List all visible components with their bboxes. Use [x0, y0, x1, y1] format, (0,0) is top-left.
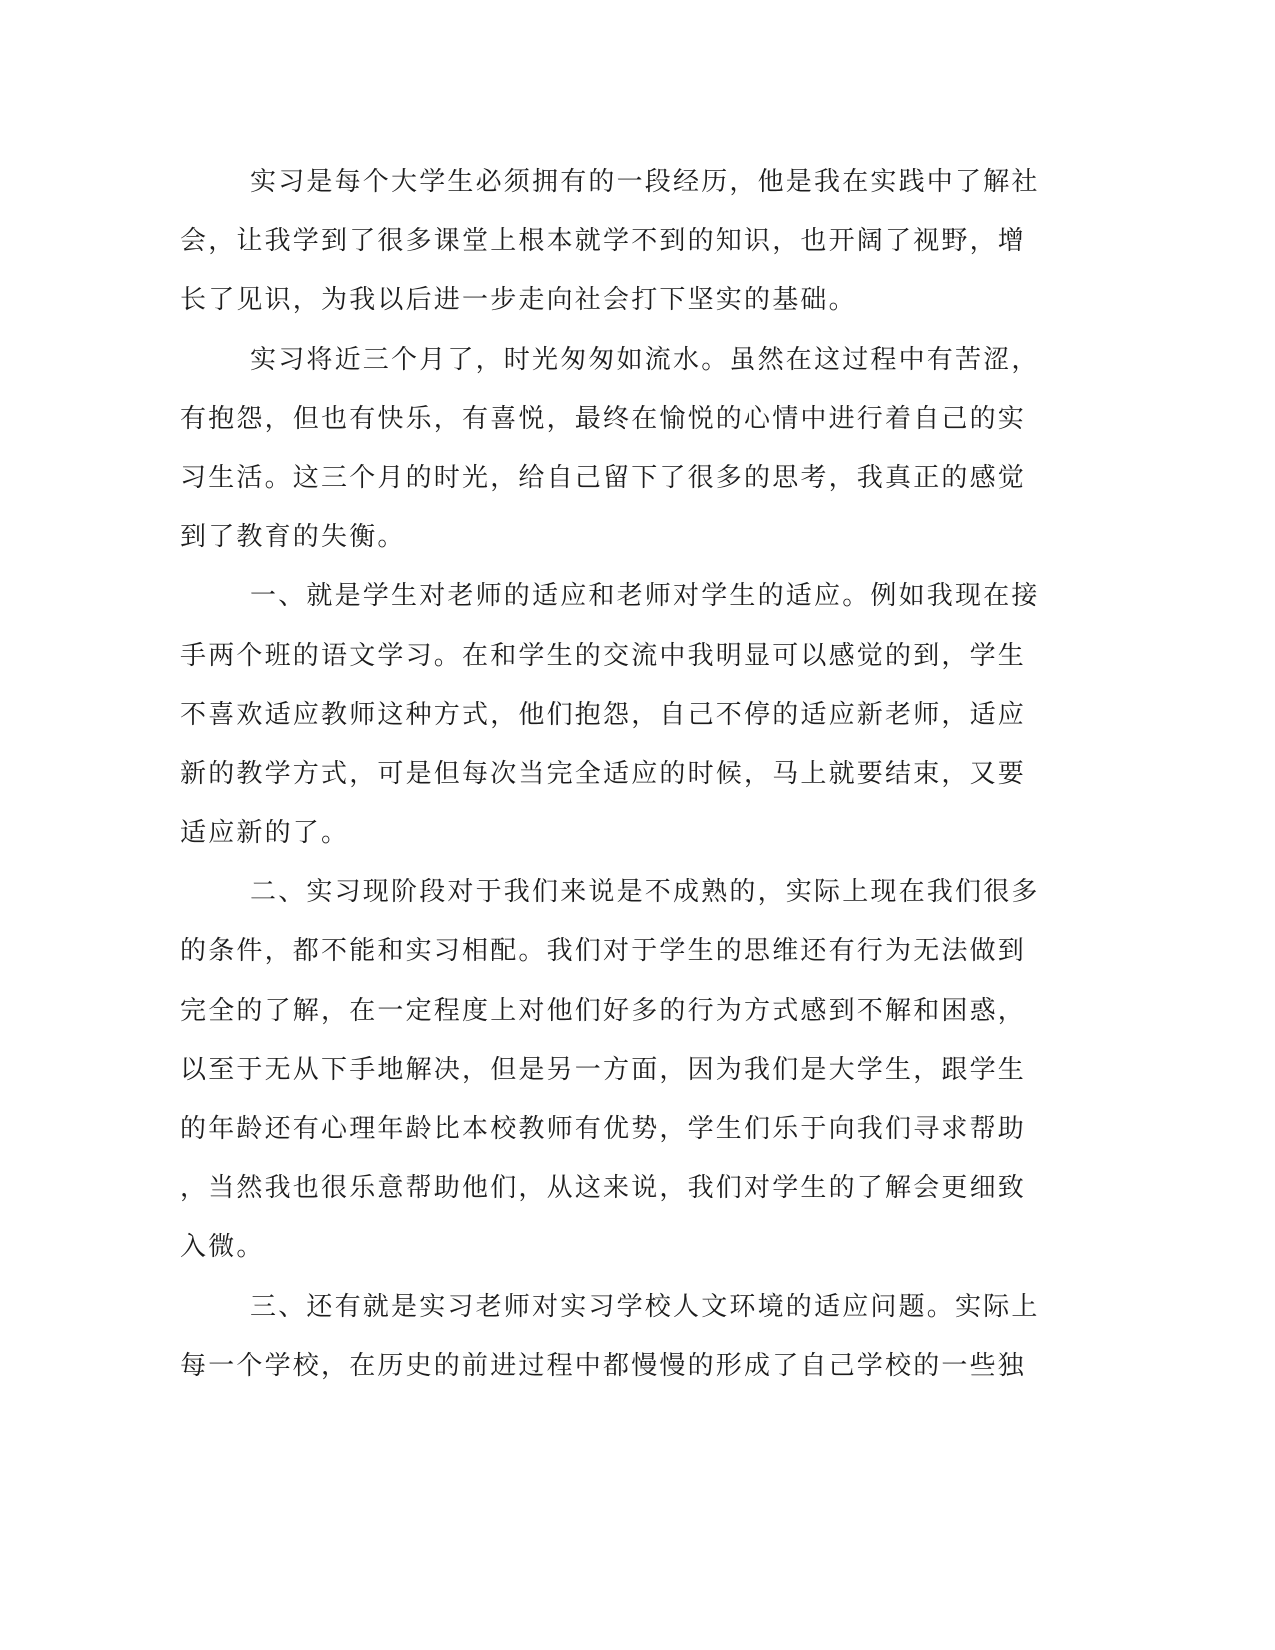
paragraph-line: 实习将近三个月了，时光匆匆如流水。虽然在这过程中有苦涩， [250, 344, 1040, 375]
paragraph-line: 适应新的了。 [180, 818, 350, 849]
paragraph-line: 三、还有就是实习老师对实习学校人文环境的适应问题。实际上 [250, 1291, 1040, 1322]
paragraph-line: 每一个学校，在历史的前进过程中都慢慢的形成了自己学校的一些独 [180, 1350, 1027, 1381]
paragraph-2 [180, 331, 1040, 568]
paragraph-line: 新的教学方式，可是但每次当完全适应的时候，马上就要结束，又要 [180, 758, 1027, 789]
paragraph-line: 实习是每个大学生必须拥有的一段经历，他是我在实践中了解社 [250, 167, 1040, 197]
paragraph-line: 的条件，都不能和实习相配。我们对于学生的思维还有行为无法做到 [180, 936, 1027, 967]
paragraph-line: 有抱怨，但也有快乐，有喜悦，最终在愉悦的心情中进行着自己的实 [180, 403, 1027, 434]
paragraph-line: 以至于无从下手地解决，但是另一方面，因为我们是大学生，跟学生 [180, 1054, 1027, 1085]
paragraph-line: 到了教育的失衡。 [180, 522, 406, 553]
paragraph-3 [180, 567, 1040, 863]
paragraph-line: 习生活。这三个月的时光，给自己留下了很多的思考，我真正的感觉 [180, 462, 1027, 493]
paragraph-line: 手两个班的语文学习。在和学生的交流中我明显可以感觉的到，学生 [180, 640, 1027, 671]
paragraph-5 [180, 1278, 1040, 1396]
paragraph-1 [180, 153, 1040, 331]
paragraph-line: 一、就是学生对老师的适应和老师对学生的适应。例如我现在接 [250, 581, 1040, 612]
paragraph-line: 完全的了解，在一定程度上对他们好多的行为方式感到不解和困惑， [180, 995, 1027, 1026]
document-body [180, 153, 1040, 1396]
paragraph-line: 二、实习现阶段对于我们来说是不成熟的，实际上现在我们很多 [250, 877, 1040, 908]
paragraph-line: ，当然我也很乐意帮助他们，从这来说，我们对学生的了解会更细致 [180, 1173, 1027, 1204]
paragraph-4 [180, 863, 1040, 1277]
paragraph-line: 入微。 [180, 1232, 265, 1263]
paragraph-line: 不喜欢适应教师这种方式，他们抱怨，自己不停的适应新老师，适应 [180, 699, 1027, 730]
paragraph-line: 会，让我学到了很多课堂上根本就学不到的知识，也开阔了视野，增 [180, 226, 1027, 257]
paragraph-line: 长了见识，为我以后进一步走向社会打下坚实的基础。 [180, 285, 857, 316]
paragraph-line: 的年龄还有心理年龄比本校教师有优势，学生们乐于向我们寻求帮助 [180, 1114, 1027, 1144]
